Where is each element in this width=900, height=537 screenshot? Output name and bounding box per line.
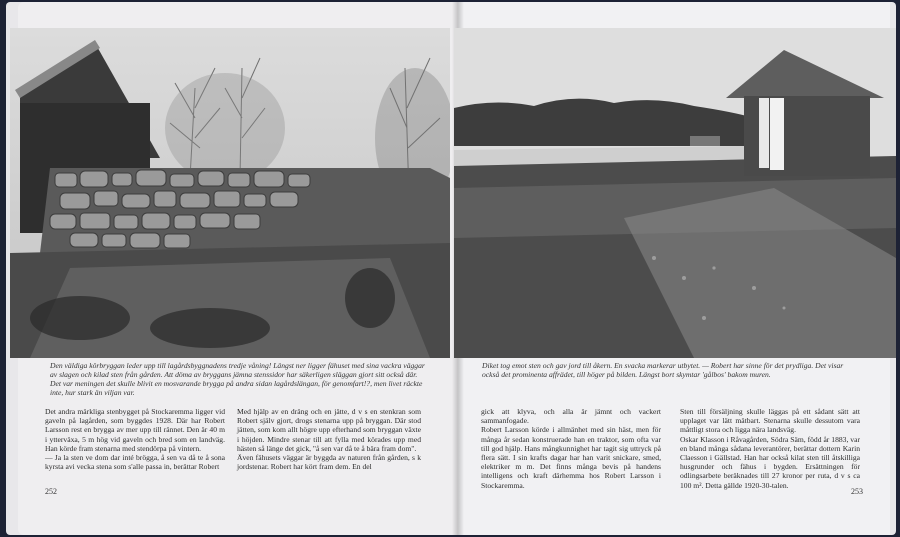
photo-field-ditch	[454, 28, 896, 358]
photo-stone-bridge	[10, 28, 450, 358]
body-text-column-1: Det andra märkliga stenbygget på Stockaremma ligger vid gaveln på lagården, som byggdes 1928. Där har Robert Larsson rest en brygga av mer upp till rännet. Den är 40 m i ytterväxa, 5 m hög vid gaveln och bred som en landväg. Han körde fram stenarna med stendörpa på vintern. — Ja la sten ve dom dar inté brögga, å sen va då te å sona kyrsta avi vecka stena som s'alle passa in, berättar Robert	[45, 407, 225, 472]
caption-left: Den väldiga körbryggan leder upp till lagårdsbyggnadens tredje våning! Längst ner ligger fähuset med sina vackra väggar av slagen och kilad sten från gården. Att döma av bryggans jämna stenssidor har säkerligen släggan gjort sitt också där. Det var meningen det skulle blivit en mosvarande brygga på andra sidan lagårdslängan, för genomfart!?, men livet räckte inte, hur stark än viljan var.	[50, 361, 425, 397]
page-number-right: 253	[851, 487, 863, 496]
caption-right: Diket tog emot sten och gav jord till åkern. En svacka markerar utbytet. — Robert har sinne för det prydliga. Det visar också det prominenta affrädet, till höger på bilden. Längst bort skymtar 'gålbos' bakom muren.	[482, 361, 844, 379]
page-number-left: 252	[45, 487, 57, 496]
body-text-column-4: Sten till försäljning skulle läggas på ett sådant sätt att upplaget var lätt mätbart. Stenarna skulle dessutom vara måttligt stora och ligga nära landsväg. Oskar Klasson i Råvagården, Södra Säm, född år 1883, var en bland många sådana leverantörer, berättar dottern Karin Claesson i Gällstad. Han har också kilat sten till åtskilliga husgrunder och fähus i bygden. Ersättningen för odlingsarbete beräknades till 27 kronor per ruta, d v s ca 100 m². Detta gällde 1920-30-talen.	[680, 407, 860, 490]
body-text-column-3: gick att klyva, och alla är jämnt och vackert sammanfogade. Robert Larsson körde i allmänhet med sin häst, men för många år sedan konstruerade han en traktor, som ofta var till god hjälp. Hans mångkunnighet har tagit sig uttryck på flera sätt. I sin krafts dagar har han varit snickare, smed, elektriker m m. Det finns många bevis på handens intelligens och kraft därhemma hos Robert Larsson i Stockaremma.	[481, 407, 661, 490]
body-text-column-2: Med hjälp av en dräng och en jätte, d v s en stenkran som Robert själv gjort, drogs stenarna upp på bryggan. Där stod jätten, som kom allt högre upp efterhand som bryggan växte i höjden. Mindre stenar till att fylla med körades upp med hästen så länge det gick, "å sen var då te å bära fram dom". Även fähusets väggar är byggda av naturen från gården, s k jordstenar. Robert har kört fram dem. En del	[237, 407, 421, 472]
